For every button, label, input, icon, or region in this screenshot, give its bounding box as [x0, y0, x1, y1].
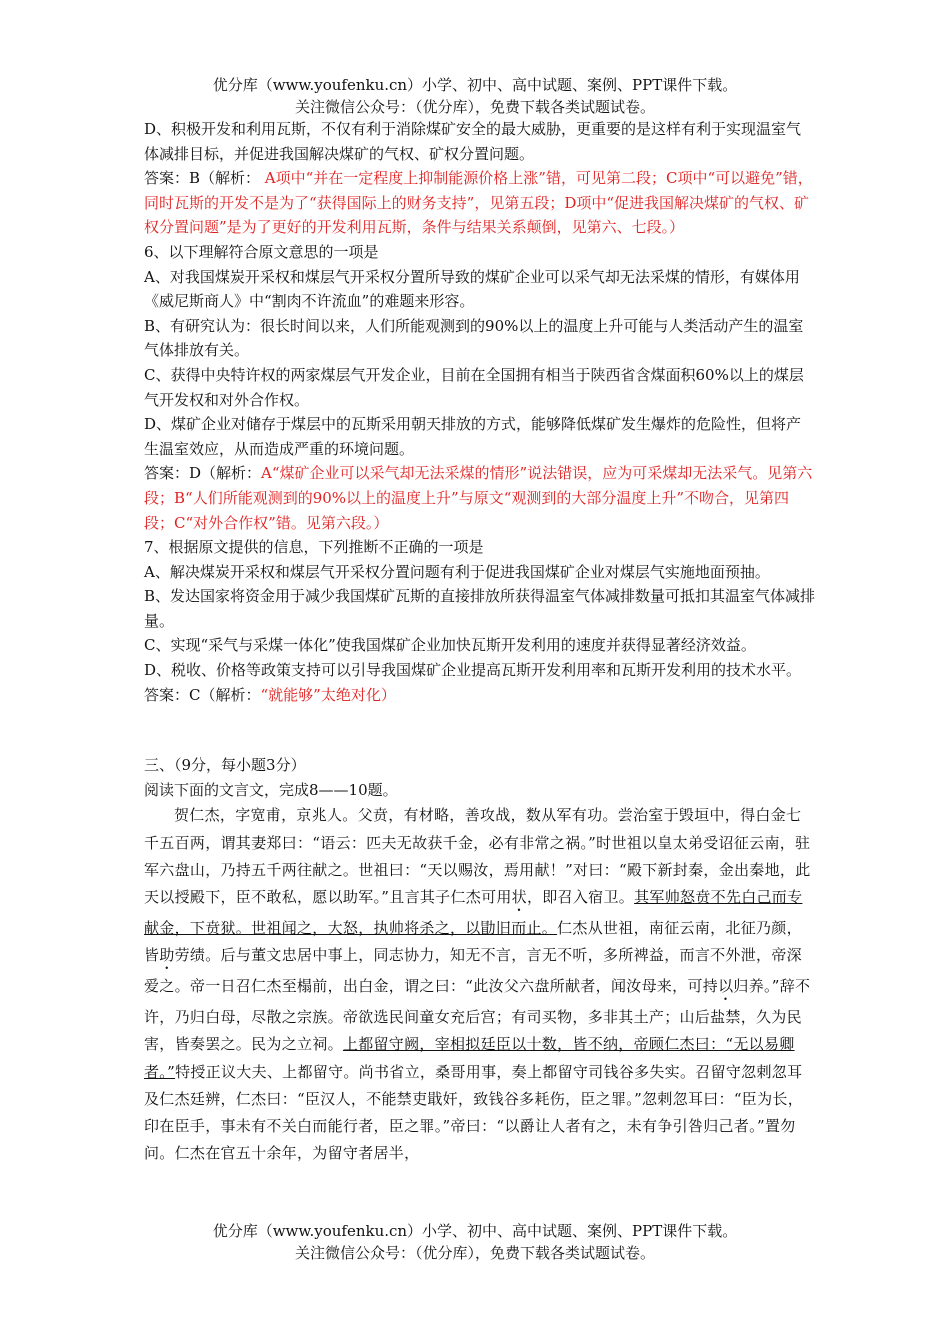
classical-passage — [144, 802, 816, 1167]
passage-seg-1: 贺仁杰，字宽甫，京兆人。父贲，有材略，善攻战，数从军有功。尝治室于毁垣中，得白金七千五百两，谓其妻郑曰：“语云：匹夫无故获千金，必有非常之祸。”时世祖以皇太弟受诏征云南，驻军六盘山，乃持五千两往献之。世祖曰：“天以赐汝，焉用献！”对曰：“殿下新封秦，金出秦地，此天以授殿下，臣不敢私，愿以助军。”且言其子仁杰可用 — [144, 806, 811, 907]
q5-answer-explanation: A项中“并在一定程度上抑制能源价格上涨”错，可见第二段；C项中“可以避免”错，同时瓦斯的开发不是为了“获得国际上的财务支持”，见第五段；D项中“促进我国解决煤矿的气权、矿权分置问题”是为了更好的开发利用瓦斯，条件与结果关系颠倒，见第六、七段。） — [144, 169, 813, 237]
page-footer — [0, 1220, 950, 1264]
section-3-intro: 阅读下面的文言文，完成8——10题。 — [144, 780, 398, 799]
q6-option-b: B、有研究认为：很长时间以来，人们所能观测到的90%以上的温度上升可能与人类活动产生的温室气体排放有关。 — [144, 316, 804, 360]
passage-seg-9: 归养。”辞不许，乃归白母，尽散之宗族。帝欲选民间童女充后宫；有司买物，多非其土产；山后盐禁，久为民害，皆奏罢之。民为之立祠。 — [144, 977, 811, 1054]
dotted-word-yi: 以 — [718, 977, 734, 996]
passage-paragraph — [144, 802, 816, 1167]
q6-answer-explanation: A“煤矿企业可以采气却无法采煤的情形”说法错误，应为可采煤却无法采气。见第六段；B“人们所能观测到的90%以上的温度上升”与原文“观测到的大部分温度上升”不吻合，见第四段；C“对外合作权”错。见第六段。） — [144, 464, 813, 532]
q7-stem: 7、根据原文提供的信息，下列推断不正确的一项是 — [144, 538, 484, 557]
q7-answer — [144, 683, 816, 708]
underlined-sentence-1: 其军帅怒贲不先白己而专献金，下贲狱。世祖闻之，大怒，执帅将杀之，以勖旧而止。 — [144, 888, 803, 938]
q6-stem: 6、以下理解符合原文意思的一项是 — [144, 242, 379, 261]
passage-seg-7: 劳绩。后与董文忠居中事上，同志协力，知无不言，言无不听，多所裨益，而言不外泄，帝深爱之。帝一日召仁杰至榻前，出白金，谓之曰：“此汝父六盘所献者，闻汝母来，可持 — [144, 946, 802, 996]
q6-option-a: A、对我国煤炭开采权和煤层气开采权分置所导致的煤矿企业可以采气却无法采煤的情形，有媒体用《威尼斯商人》中“割肉不许流血”的难题来形容。 — [144, 267, 800, 311]
section-spacer — [144, 707, 816, 753]
passage-seg-5: 仁杰从世祖，南征云南，北征乃颜，皆 — [144, 919, 802, 965]
q5-answer-label: 答案：B（解析： — [144, 169, 261, 188]
passage-seg-3: ，即召入宿卫。 — [526, 888, 635, 907]
main-content — [144, 117, 816, 1167]
q7-answer-explanation: “就能够”太绝对化） — [260, 685, 396, 704]
header-line-2: 关注微信公众号：（优分库），免费下载各类试题试卷。 — [294, 98, 655, 116]
q5-option-d: D、积极开发和利用瓦斯，不仅有利于消除煤矿安全的最大威胁，更重要的是这样有利于实现温室气体减排目标，并促进我国解决煤矿的气权、矿权分置问题。 — [144, 120, 802, 163]
section-3-title: 三、（9分，每小题3分） — [144, 756, 306, 775]
page-header — [0, 74, 950, 118]
q6-answer — [144, 461, 816, 535]
q6-option-c: C、获得中央特许权的两家煤层气开发企业，目前在全国拥有相当于陕西省含煤面积60%以上的煤层气开发权和对外合作权。 — [144, 365, 804, 409]
footer-line-1: 优分库（www.youfenku.cn）小学、初中、高中试题、案例、PPT课件下载。 — [212, 1222, 738, 1240]
q5-answer — [144, 166, 816, 240]
q6-answer-label: 答案：D（解析： — [144, 464, 262, 483]
q6-option-d: D、煤矿企业对储存于煤层中的瓦斯采用朝天排放的方式，能够降低煤矿发生爆炸的危险性，但将产生温室效应，从而造成严重的环境问题。 — [144, 415, 802, 458]
dotted-word-zhuang: 状 — [511, 888, 527, 907]
footer-line-2: 关注微信公众号：（优分库），免费下载各类试题试卷。 — [294, 1244, 655, 1262]
header-line-1: 优分库（www.youfenku.cn）小学、初中、高中试题、案例、PPT课件下载。 — [212, 76, 738, 94]
underlined-sentence-2: 上都留守阙，宰相拟廷臣以十数，皆不纳，帝顾仁杰曰：“无以易卿者。” — [144, 1035, 795, 1081]
q7-option-c: C、实现“采气与采煤一体化”使我国煤矿企业加快瓦斯开发利用的速度并获得显著经济效益。 — [144, 636, 756, 655]
q7-option-d: D、税收、价格等政策支持可以引导我国煤矿企业提高瓦斯开发利用率和瓦斯开发利用的技术水平。 — [144, 661, 802, 680]
q7-answer-label: 答案：C（解析： — [144, 685, 261, 704]
q7-option-b: B、发达国家将资金用于减少我国煤矿瓦斯的直接排放所获得温室气体减排数量可抵扣其温室气体减排量。 — [144, 587, 816, 630]
q7-option-a: A、解决煤炭开采权和煤层气开采权分置问题有利于促进我国煤矿企业对煤层气实施地面预抽。 — [144, 562, 770, 581]
dotted-word-zhu: 助 — [159, 946, 175, 965]
passage-seg-11: 特授正议大夫、上都留守。尚书省立，桑哥用事，奏上都留守司钱谷多失实。召留守忽剌忽耳及仁杰廷辨，仁杰曰：“臣汉人，不能禁吏戢奸，致钱谷多耗伤，臣之罪。”忽剌忽耳曰：“臣为长，印在臣手，事未有不关白而能行者，臣之罪。”帝曰：“以爵让人者有之，未有争引咎归己者。”置勿问。仁杰在官五十余年，为留守者居半， — [144, 1062, 804, 1163]
